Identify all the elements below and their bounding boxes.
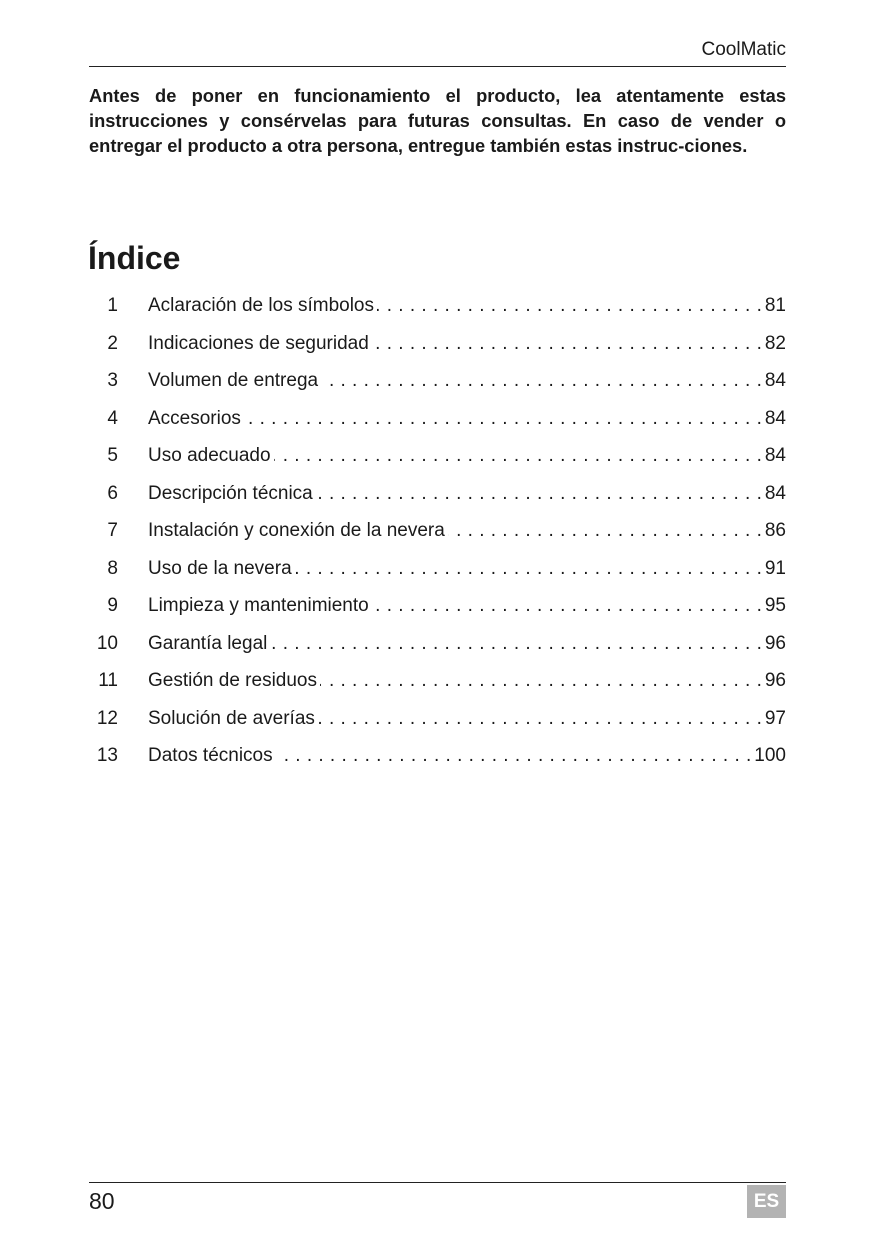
toc-leader-dots — [295, 550, 762, 588]
toc-entry-label: Gestión de residuos — [148, 670, 317, 691]
toc-entry[interactable] — [89, 512, 786, 550]
toc-entry-label: Descripción técnica — [148, 482, 313, 504]
footer-divider — [89, 1182, 786, 1183]
toc-leader-dots — [372, 325, 762, 363]
toc-entry-page: 96 — [764, 632, 786, 654]
toc-entry-label: Aclaración de los símbolos — [148, 295, 374, 316]
toc-entry[interactable] — [89, 625, 786, 663]
toc-entry[interactable] — [89, 587, 786, 625]
language-badge: ES — [747, 1185, 786, 1218]
header-brand: CoolMatic — [701, 39, 786, 60]
toc-entry-number: 7 — [107, 520, 118, 541]
table-of-contents — [89, 287, 786, 775]
toc-entry-number: 8 — [107, 557, 118, 579]
toc-entry-page: 84 — [764, 370, 786, 391]
toc-entry-label: Uso de la nevera — [148, 557, 292, 579]
toc-entry[interactable] — [89, 662, 786, 700]
toc-leader-dots — [321, 362, 762, 400]
toc-entry[interactable] — [89, 550, 786, 588]
toc-entry-number: 5 — [107, 445, 118, 466]
toc-entry-number: 10 — [96, 632, 118, 654]
toc-entry-page: 84 — [764, 445, 786, 466]
toc-entry-number: 11 — [98, 670, 118, 691]
toc-entry-number: 9 — [107, 595, 118, 616]
toc-entry-label: Garantía legal — [148, 632, 268, 654]
toc-entry-page: 84 — [764, 407, 786, 429]
toc-entry-page: 95 — [764, 595, 786, 616]
toc-leader-dots — [244, 400, 762, 438]
toc-entry-page: 86 — [764, 520, 786, 541]
toc-entry-label: Uso adecuado — [148, 445, 271, 466]
toc-leader-dots — [377, 287, 762, 325]
toc-leader-dots — [316, 475, 762, 513]
toc-leader-dots — [270, 625, 762, 663]
toc-entry-page: 82 — [764, 332, 786, 354]
toc-entry-number: 1 — [107, 295, 118, 316]
toc-entry-label: Indicaciones de seguridad — [148, 332, 369, 354]
toc-leader-dots — [318, 700, 762, 738]
toc-entry-page: 96 — [764, 670, 786, 691]
toc-leader-dots — [372, 587, 762, 625]
toc-entry-label: Solución de averías — [148, 707, 315, 729]
toc-entry-number: 12 — [96, 707, 118, 729]
toc-entry-page: 81 — [764, 295, 786, 316]
toc-entry[interactable] — [89, 325, 786, 363]
toc-entry-number: 13 — [96, 745, 118, 766]
toc-entry[interactable] — [89, 400, 786, 438]
page-number: 80 — [89, 1188, 115, 1214]
toc-entry-label: Limpieza y mantenimiento — [148, 595, 369, 616]
toc-entry-page: 84 — [764, 482, 786, 504]
toc-entry-number: 4 — [107, 407, 118, 429]
toc-entry[interactable] — [89, 287, 786, 325]
toc-leader-dots — [448, 512, 762, 550]
toc-entry-page: 97 — [764, 707, 786, 729]
toc-entry-number: 2 — [107, 332, 118, 354]
toc-entry-page: 91 — [764, 557, 786, 579]
toc-entry[interactable] — [89, 437, 786, 475]
toc-title: Índice — [88, 240, 181, 276]
toc-entry[interactable] — [89, 362, 786, 400]
toc-leader-dots — [320, 662, 762, 700]
toc-entry-label: Accesorios — [148, 407, 241, 429]
toc-entry-label: Instalación y conexión de la nevera — [148, 520, 445, 541]
toc-entry[interactable] — [89, 737, 786, 775]
toc-entry-number: 6 — [107, 482, 118, 504]
intro-notice: Antes de poner en funcionamiento el producto, lea atentamente estas instrucciones y consérvelas para futuras consultas. En caso de vender o entregar el producto a otra persona, entregue también estas instruc-ciones. — [89, 85, 786, 156]
toc-entry-label: Volumen de entrega — [148, 370, 319, 391]
toc-leader-dots — [274, 437, 762, 475]
toc-entry[interactable] — [89, 475, 786, 513]
toc-entry-number: 3 — [107, 370, 118, 391]
toc-entry[interactable] — [89, 700, 786, 738]
toc-entry-label: Datos técnicos — [148, 745, 273, 766]
toc-entry-page: 100 — [754, 745, 786, 766]
toc-leader-dots — [276, 737, 752, 775]
header-divider — [89, 66, 786, 67]
